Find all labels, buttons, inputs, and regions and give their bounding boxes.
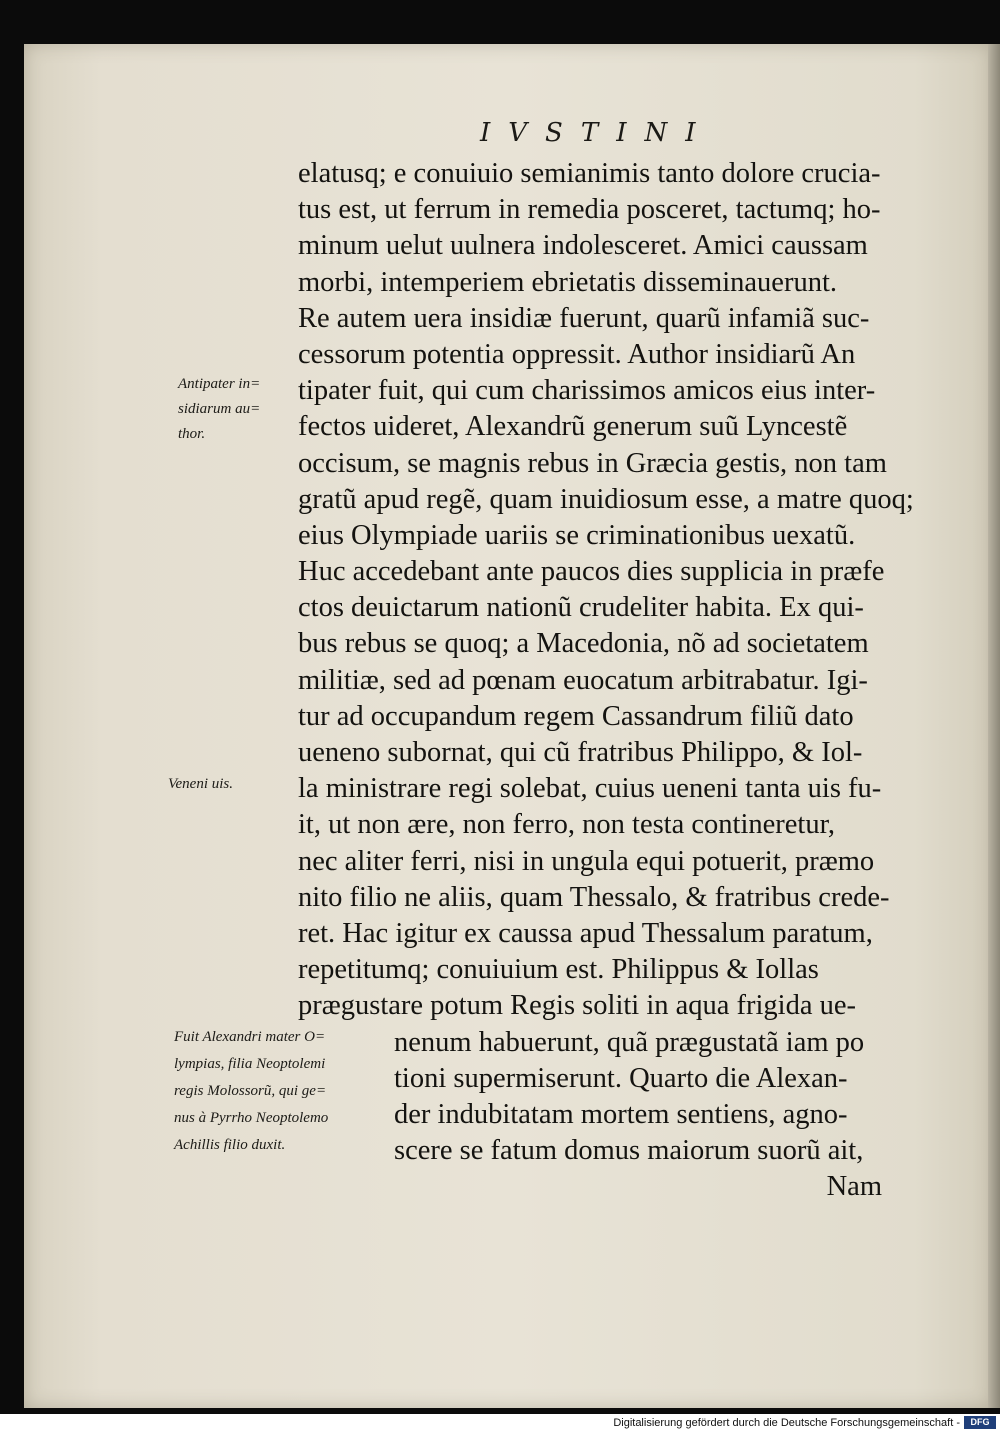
text-line: ueneno subornat, qui cũ fratribus Philippo, & Iol-	[298, 737, 863, 768]
text-line: minum uelut uulnera indolesceret. Amici caussam	[298, 230, 868, 262]
body-text	[298, 156, 938, 1205]
catchword: Nam	[826, 1171, 882, 1203]
text-line: elatusq; e conuiuio semianimis tanto dolore crucia-	[298, 158, 881, 189]
text-line: occisum, se magnis rebus in Græcia gestis, non tam	[298, 447, 887, 479]
text-line: morbi, intemperiem ebrietatis disseminauerunt.	[298, 266, 837, 298]
marginal-note-veneni	[168, 772, 233, 797]
text-line: gratũ apud regẽ, quam inuidiosum esse, a matre quoq;	[298, 483, 914, 515]
text-line: cessorum potentia oppressit. Author insidiarũ An	[298, 338, 856, 370]
text-line: it, ut non ære, non ferro, non testa contineretur,	[298, 809, 836, 841]
text-line: tioni supermiserunt. Quarto die Alexan-	[394, 1062, 848, 1094]
note-line: Fuit Alexandri mater O=	[174, 1029, 326, 1045]
text-line: ret. Hac igitur ex caussa apud Thessalum paratum,	[298, 917, 873, 949]
text-line: bus rebus se quoq; a Macedonia, nõ ad societatem	[298, 628, 869, 660]
note-line: Achillis filio duxit.	[174, 1137, 286, 1153]
text-line: Re autem uera insidiæ fuerunt, quarũ infamiã suc-	[298, 302, 870, 334]
text-line: repetitumq; conuiuium est. Philippus & Iollas	[298, 954, 819, 986]
note-line: lympias, filia Neoptolemi	[174, 1056, 326, 1072]
text-line: tus est, ut ferrum in remedia posceret, tactumq; ho-	[298, 194, 881, 226]
note-line: nus à Pyrrho Neoptolemo	[174, 1110, 329, 1126]
note-line: Antipater in=	[178, 376, 261, 392]
marginal-note-antipater	[178, 372, 260, 447]
text-line: der indubitatam mortem sentiens, agno-	[394, 1098, 848, 1130]
running-head: IVSTINI	[480, 118, 714, 148]
text-line: scere se fatum domus maiorum suorũ ait,	[394, 1135, 864, 1167]
dfg-logo: DFG	[964, 1416, 996, 1429]
text-line: nec aliter ferri, nisi in ungula equi potuerit, præmo	[298, 845, 875, 877]
note-line: Veneni uis.	[168, 776, 233, 792]
text-line: fectos uideret, Alexandrũ generum suũ Lyncestẽ	[298, 411, 848, 443]
footer-bar	[0, 1414, 1000, 1432]
note-line: regis Molossorũ, qui ge=	[174, 1083, 327, 1099]
note-line: sidiarum au=	[178, 401, 261, 417]
text-line: tur ad occupandum regem Cassandrum filiũ dato	[298, 700, 854, 732]
text-line: ctos deuictarum nationũ crudeliter habita. Ex qui-	[298, 592, 864, 624]
text-line: tipater fuit, qui cum charissimos amicos eius inter-	[298, 375, 876, 407]
text-line: Huc accedebant ante paucos dies supplicia in præfe	[298, 556, 885, 588]
page-edge	[988, 44, 1000, 1408]
text-line: prægustare potum Regis soliti in aqua frigida ue-	[298, 990, 857, 1022]
footer-credit: Digitalisierung gefördert durch die Deutsche Forschungsgemeinschaft -	[613, 1417, 960, 1429]
text-line: nenum habuerunt, quã prægustatã iam po	[394, 1026, 865, 1058]
text-line: militiæ, sed ad pœnam euocatum arbitrabatur. Igi-	[298, 664, 868, 696]
text-line: la ministrare regi solebat, cuius ueneni tanta uis fu-	[298, 773, 882, 805]
text-line: eius Olympiade uariis se criminationibus uexatũ.	[298, 519, 856, 551]
text-line: nito filio ne aliis, quam Thessalo, & fratribus crede-	[298, 881, 890, 913]
note-line: thor.	[178, 426, 206, 442]
marginal-note-olympias	[174, 1024, 328, 1159]
